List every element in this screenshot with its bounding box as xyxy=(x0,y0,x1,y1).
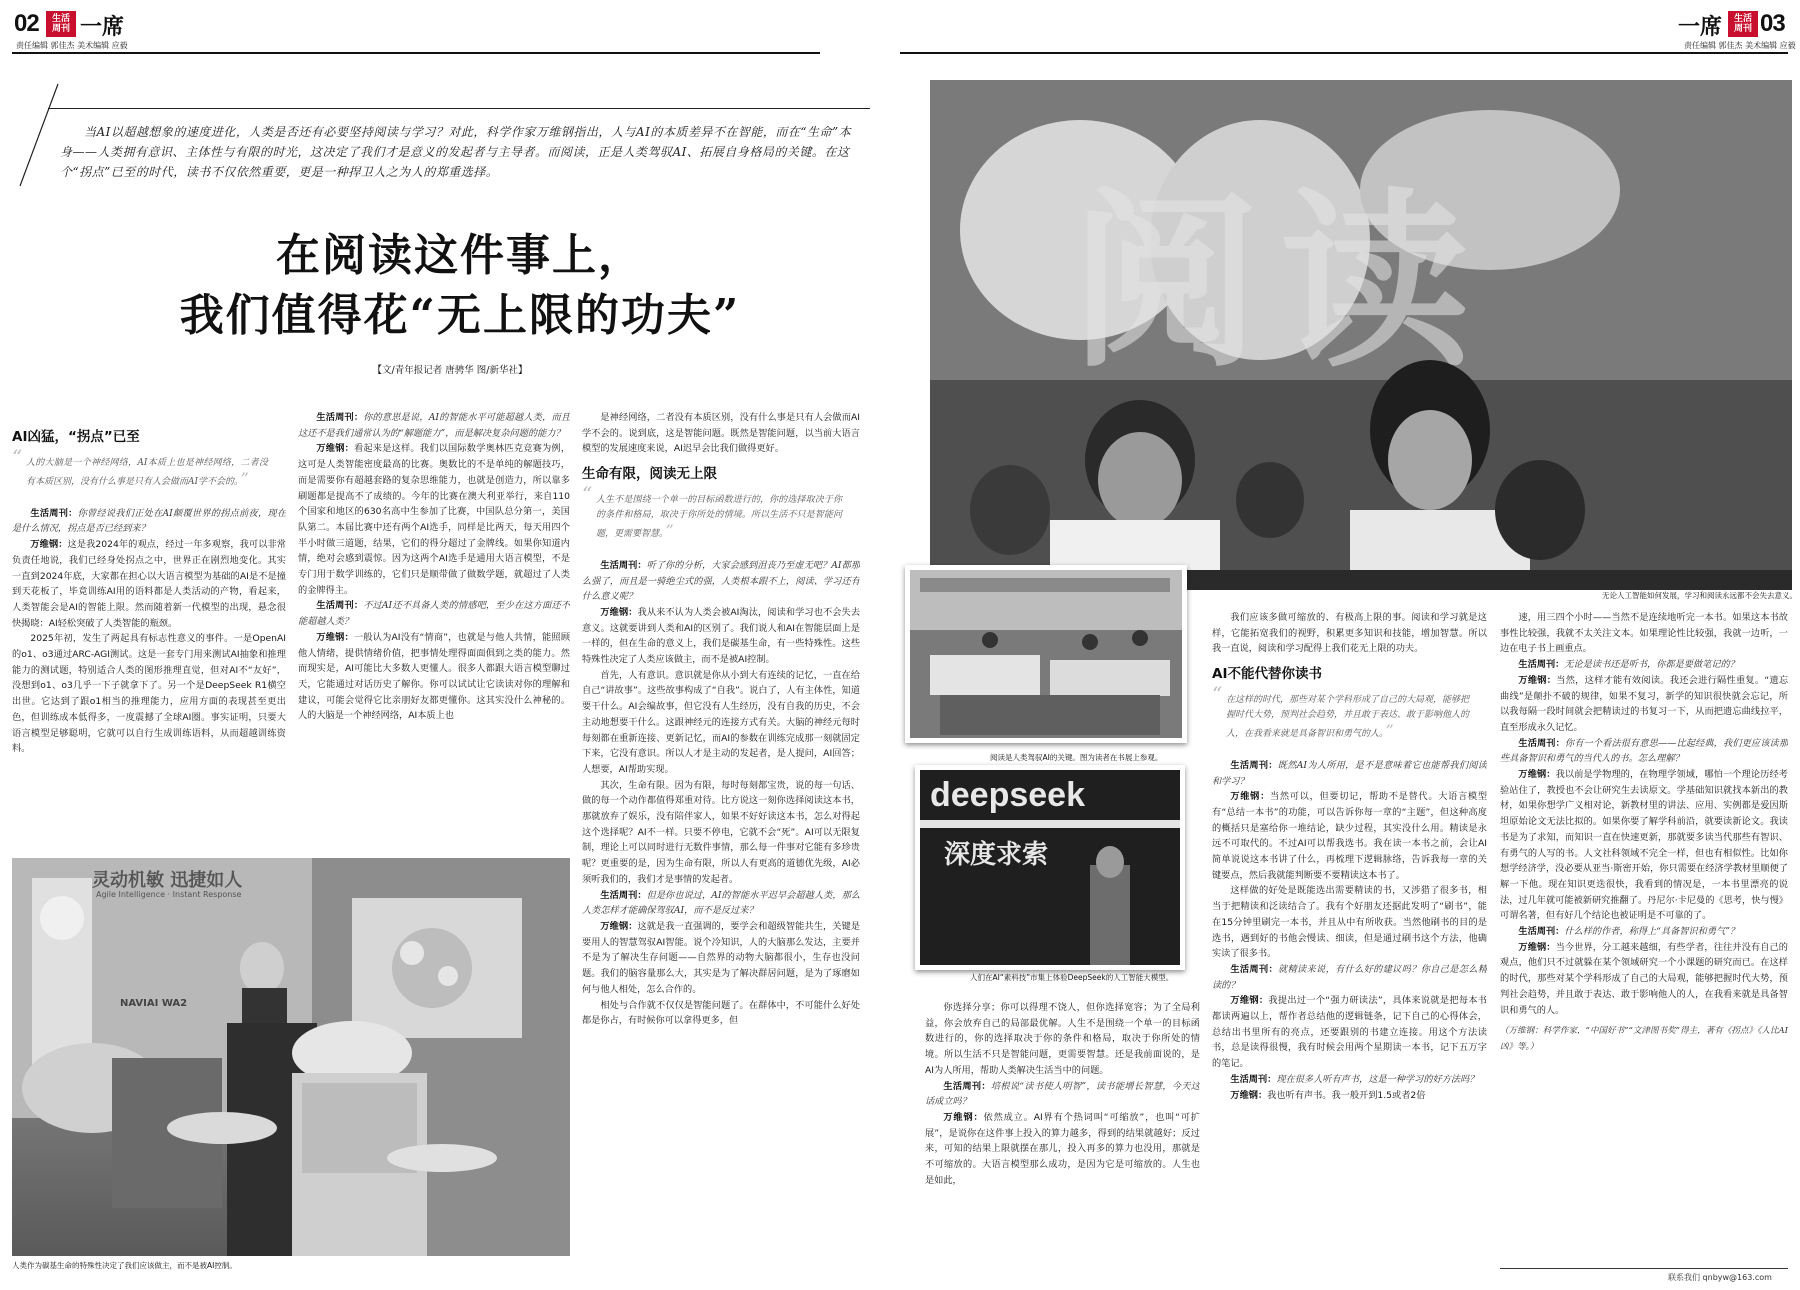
speaker-label: 生活周刊： xyxy=(600,559,647,571)
question xyxy=(298,598,570,629)
speaker-label: 生活周刊： xyxy=(943,1080,991,1092)
question xyxy=(12,506,286,537)
robot-photo-caption: 人类作为碳基生命的特殊性决定了我们应该做主，而不是被AI控制。 xyxy=(12,1261,237,1270)
speech-text: 当今世界，分工越来越细，有些学者，往往并没有自己的观点，他们只不过就躲在某个领域研究一个小课题的研究而已。在这样的时代，那些对某个学科形成了自己的大局观，能够把握时代大势，预判社会趋势，并且敢于表达、敢于影响他人的人，在我看来就是具备智识和勇气的人。 xyxy=(1500,941,1788,1016)
subheading-ai-cannot-replace: AI不能代替你读书 xyxy=(1212,666,1322,683)
speaker-label: 万维钢： xyxy=(1518,941,1556,953)
bookstore-photo xyxy=(905,565,1187,743)
masthead-logo-left: 生活周刊 xyxy=(46,11,76,37)
speech-text: 现在很多人听有声书，这是一种学习的好方法吗？ xyxy=(1276,1073,1479,1085)
speech-text: 当然可以，但要切记，帮助不是替代。大语言模型有“总结一本书”的功能，可以告诉你每一章的“主题”，但这种高度的概括只是塞给你一堆结论，缺少过程，其实没什么用。精读是永远不可取代的。不过AI可以帮我选书。我在读一本书之前，会让AI简单说说这本书讲了什么，再梳理下逻辑脉络，告诉我每一章的关键要点，然后我就能判断要不要精读这本书了。 xyxy=(1212,791,1487,881)
deepseek-photo xyxy=(915,765,1185,970)
speech-text: 无论是读书还是听书，你都是要做笔记的？ xyxy=(1564,659,1739,671)
speech-text: 我以前是学物理的，在物理学领域，哪怕一个理论历经考验站住了，教授也不会让研究生去读原文。学基础知识就找本新出的教材，如果你想学广义相对论，新教材里的讲法、应用、实例都是爱因斯坦原始论文无法比拟的。如果你要了解学科前沿，就要读新论文。我读书是为了求知，而知识一直在快速更新，那就要多读当代那些有智识、有勇气的人写的书。人文社科领域不完全一样，但也有相似性。比如你想学经济学，没必要从亚当·斯密开始，你只需要在经济学教材里顺便了解一下他。现在知识更迭很快，我看到的情况是，一本书里漂亮的说法，过几年就可能被新研究推翻了。丹尼尔·卡尼曼的《思考，快与慢》可谓名著，但有好几个结论也被证明是不可靠的了。 xyxy=(1500,769,1788,922)
question xyxy=(1500,924,1788,940)
question xyxy=(298,410,570,441)
paragraph: 这样做的好处是既能选出需要精读的书，又涉猎了很多书，相当于把精读和泛读结合了。我有个好朋友还据此发明了“刷书”，能在15分钟里刷完一本书，并且从中有所收获。当然他刷书的目的是选书，遇到好的书他会慢读、细读，但是通过刷书这个方法，他确实读了很多书。 xyxy=(1212,885,1487,960)
page-number-left: 02 xyxy=(14,10,39,37)
footer-rule xyxy=(1500,1268,1788,1269)
header-rule-left xyxy=(12,52,820,54)
answer xyxy=(1500,767,1788,924)
question xyxy=(1500,657,1788,673)
page-number-right: 03 xyxy=(1760,10,1785,37)
speech-text: 我也听有声书。我一般开到1.5或者2倍 xyxy=(1267,1089,1426,1101)
speech-text: 不过AI还不具备人类的情感吧，至少在这方面还不能超越人类？ xyxy=(298,600,570,628)
speaker-label: 万维钢： xyxy=(1518,769,1556,781)
question xyxy=(1212,758,1487,789)
robot-banner-subtext: Agile Intelligence · Instant Response xyxy=(96,890,242,899)
paragraph: 相处与合作就不仅仅是智能问题了。在群体中，不可能什么好处都是你占，有时候你可以拿得更多，但 xyxy=(582,999,860,1027)
speech-text: 这就是我一直强调的，要学会和超级智能共生，关键是要用人的智慧驾驭AI智能。说个冷知识，人的大脑那么发达，主要并不是为了解决生存问题——自然界的动物大脑都很小，生存也没问题。我们的脑容量那么大，其实是为了解决群居问题，是为了琢磨如何与他人相处，怎么合作的。 xyxy=(582,920,860,995)
speaker-label: 生活周刊： xyxy=(1230,963,1278,975)
answer xyxy=(582,605,860,668)
speech-text: 既然AI为人所用，是不是意味着它也能帮我们阅读和学习？ xyxy=(1212,759,1487,787)
bookstore-photo-caption: 阅读是人类驾驭AI的关键。图为读者在书展上参观。 xyxy=(990,753,1163,762)
answer xyxy=(298,441,570,598)
contact-footer: 联系我们 qnbyw@163.com xyxy=(1668,1273,1772,1282)
speech-text: 就精读来说，有什么好的建议吗？你自己是怎么精读的？ xyxy=(1212,963,1487,991)
answer xyxy=(1500,940,1788,1019)
question xyxy=(582,558,860,605)
answer xyxy=(1500,673,1788,736)
speaker-label: 生活周刊： xyxy=(1518,737,1565,749)
editor-credits-left: 责任编辑 郭佳杰 美术编辑 应毅 xyxy=(16,41,128,50)
article-lead: 当AI以超越想象的速度进化，人类是否还有必要坚持阅读与学习？对此，科学作家万维钢指出，人与AI的本质差异不在智能，而在“生命”本身——人类拥有意识、主体性与有限的时光，这决定了我们才是意义的发起者与主导者。而阅读，正是人类驾驭AI、拓展自身格局的关键。在这个“拐点”已至的时代，读书不仅依然重要，更是一种捍卫人之为人的郑重选择。 xyxy=(60,125,852,179)
headline-line-1: 在阅读这件事上， xyxy=(276,230,644,281)
speaker-label: 生活周刊： xyxy=(30,507,78,519)
main-photo-caption: 无论人工智能如何发展，学习和阅读永远都不会失去意义。 xyxy=(1602,591,1797,600)
speech-text: 依然成立。AI界有个热词叫“可缩放”，也叫“可扩展”，是说你在这件事上投入的算力越多，得到的结果就越好；反过来，可知的结果上限就摆在那儿，投入再多的算力也没用，那就是不可缩放的。大语言模型那么成功，是因为它是可缩放的。人生也是如此， xyxy=(925,1111,1200,1186)
question xyxy=(1212,1072,1487,1088)
speaker-label: 生活周刊： xyxy=(316,600,364,612)
paragraph: 我们应该多做可缩放的、有极高上限的事。阅读和学习就是这样，它能拓宽我们的视野，积累更多知识和技能，增加智慧。所以我一直说，阅读和学习配得上我们花无上限的功夫。 xyxy=(1212,612,1487,655)
speaker-label: 万维钢： xyxy=(30,539,68,551)
speaker-label: 万维钢： xyxy=(316,443,354,455)
column-6 xyxy=(1500,610,1788,1260)
subheading-ai-turning-point: AI凶猛，“拐点”已至 xyxy=(12,429,140,445)
editor-credits-right: 责任编辑 郭佳杰 美术编辑 应毅 xyxy=(1684,41,1796,50)
headline-line-2: 我们值得花“无上限的功夫” xyxy=(179,290,741,341)
column-3 xyxy=(582,410,860,1272)
speech-text: 我提出过一个“强力研读法”，具体来说就是把每本书都读两遍以上，帮作者总结他的逻辑链条，记下自己的心得体会，总结出书里所有的亮点，还要跟别的书建立连接。用这个方法读书，总是读得很慢，我有时候会用两个星期读一本书，记下五万字的笔记。 xyxy=(1212,995,1487,1070)
answer xyxy=(298,630,570,724)
section-title-right: 一席 xyxy=(1678,15,1723,40)
speaker-label: 万维钢： xyxy=(943,1111,984,1123)
speech-text: 我从来不认为人类会被AI淘汰，阅读和学习也不会失去意义。这就要讲到人类和AI的区别了。我们说人和AI在智能层面上是一样的，但在生命的意义上，我们是碳基生命，有一些特殊性。这些特殊性决定了人类应该做主，而不是被AI控制。 xyxy=(582,606,860,666)
masthead-logo-right: 生活周刊 xyxy=(1728,11,1758,37)
pull-quote-3: “ 在这样的时代，那些对某个学科形成了自己的大局观，能够把握时代大势，预判社会趋势，并且敢于表达、敢于影响他人的人，在我看来就是具备智识和勇气的人。 ” xyxy=(1212,691,1487,748)
column-5 xyxy=(1212,610,1487,1272)
column-1 xyxy=(12,420,286,845)
paragraph: 是神经网络，二者没有本质区别，没有什么事是只有人会做而AI学不会的。说到底，这是智能问题。既然是智能问题，以当前大语言模型的发展速度来说，AI迟早会比我们做得更好。 xyxy=(582,412,860,455)
paragraph: 首先，人有意识。意识就是你从小到大有连续的记忆，一直在给自己“讲故事”。这些故事构成了“自我”。说白了，人有主体性，知道要干什么。AI会编故事，但它没有人生经历，没有自我的历史，不会主动地想要干什么。这跟神经元的连接方式有关。大脑的神经元每时每刻都在重新连接、更新记忆，而AI的参数在训练完成那一刻就固定下来，它没有意识。所以人才是主动的发起者，是人提问，AI回答；人想要，AI帮助实现。 xyxy=(582,669,860,775)
header-rule-right xyxy=(900,52,1788,54)
column-2 xyxy=(298,410,570,845)
answer xyxy=(582,919,860,998)
section-title-left: 一席 xyxy=(80,15,125,40)
answer xyxy=(925,1110,1200,1189)
robot-banner-text: 灵动机敏 迅捷如人 xyxy=(92,870,243,891)
paragraph: 你选择分享；你可以得理不饶人，但你选择宽容；为了全局利益，你会放弃自己的局部最优解。人生不是围绕一个单一的目标函数进行的，你的选择取决于你的条件和格局，取决于你所处的情境。所以生活不只是智能问题，更需要智慧。还是我前面说的，是AI为人所用，帮助人类解决生活当中的问题。 xyxy=(925,1002,1200,1076)
headline xyxy=(60,226,860,346)
speech-text: 但是你也说过，AI的智能水平迟早会超越人类，那么人类怎样才能确保驾驭AI，而不是反过来？ xyxy=(582,889,860,917)
children-reading-photo xyxy=(930,80,1792,590)
pull-quote-1: “ 人的大脑是一个神经网络，AI本质上也是神经网络，二者没有本质区别，没有什么事是只有人会做而AI学不会的。 ” xyxy=(12,454,286,496)
speaker-label: 生活周刊： xyxy=(1230,1073,1277,1085)
answer xyxy=(1212,1088,1487,1104)
robot-model-label: NAVIAI WA2 xyxy=(120,998,188,1009)
speech-text: 这是我2024年的观点，经过一年多观察，我可以非常负责任地说，我们已经身处拐点之中，世界正在剧烈地变化。其实一直到2024年底，大家都在担心以大语言模型为基础的AI是不是撞到天花板了，毕竟训练AI用的语料都是人类活动的产物，看起来，人类智能会是AI的智能上限。然而随着新一代模型的出现，悬念很快揭晓：AI轻松突破了人类智能的瓶颈。 xyxy=(12,539,286,629)
speech-text: 你的意思是说，AI的智能水平可能超越人类，而且这还不是我们通常认为的“解题能力”，而是解决复杂问题的能力？ xyxy=(298,412,570,439)
speaker-label: 生活周刊： xyxy=(1518,659,1565,671)
byline: 【文/青年报记者 唐骋华 图/新华社】 xyxy=(372,365,528,376)
speech-text: 你曾经说我们正处在AI颠覆世界的拐点前夜，现在是什么情况，拐点是否已经到来？ xyxy=(12,507,286,535)
speaker-label: 生活周刊： xyxy=(316,412,364,423)
speech-text: 一般认为AI没有“情商”，也就是与他人共情，能照顾他人情绪，提供情绪价值，把事情处理得面面俱到之类的能力。然而现实是，AI可能比大多数人更懂人。很多人都跟大语言模型聊过天，它能通过对话历史了解你。你可以试试让它读读对你的理解和建议，可能会觉得它比亲朋好友都更懂你。这其实没什么神秘的。人的大脑是一个神经网络，AI本质上也 xyxy=(298,631,570,722)
speech-text: 听了你的分析，大家会感到沮丧乃至虚无吧？AI都那么强了，而且是一骑绝尘式的强，人类根本跟不上，阅读、学习还有什么意义呢？ xyxy=(582,559,860,603)
speaker-label: 万维钢： xyxy=(1230,791,1270,803)
speech-text: 你有一个看法很有意思——比起经典，我们更应该读那些具备智识和勇气的当代人的书。怎么理解？ xyxy=(1500,737,1788,765)
speaker-label: 万维钢： xyxy=(1230,1089,1268,1101)
column-4 xyxy=(925,1000,1200,1272)
deepseek-photo-caption: 人们在AI“素科技”市集上体验DeepSeek的人工智能大模型。 xyxy=(970,973,1174,982)
author-bio: （万维钢：科学作家，“中国好书”“文津图书奖”得主，著有《拐点》《人比AI凶》等。） xyxy=(1500,1026,1788,1052)
speech-text: 当然，这样才能有效阅读。我还会进行隔性重复。“遗忘曲线”是颠扑不破的规律，如果不复习，新学的知识很快就会忘记，所以我每隔一段时间就会把精读过的书复习一下，从而把遗忘曲线拉平，直至形成永久记忆。 xyxy=(1500,674,1788,733)
speaker-label: 万维钢： xyxy=(316,631,354,643)
robot-scene xyxy=(12,858,570,1256)
deepseek-sign-text: deepseek xyxy=(930,776,1085,814)
speaker-label: 生活周刊： xyxy=(1230,759,1278,771)
lead-rule xyxy=(48,108,870,109)
answer xyxy=(12,537,286,631)
speaker-label: 万维钢： xyxy=(600,606,638,618)
speaker-label: 万维钢： xyxy=(1518,674,1557,686)
subheading-life-finite: 生命有限，阅读无上限 xyxy=(582,466,717,483)
answer xyxy=(1212,789,1487,883)
speech-text: 看起来是这样。我们以国际数学奥林匹克竞赛为例，这可是人类智能密度最高的比赛。奥数比的不是单纯的解题技巧，而是需要你有超越套路的复杂思维能力，也就是创造力，所以靠多刷题都是提高不了成绩的。今年的比赛在澳大利亚举行，来自110个国家和地区的630名高中生参加了比赛，中国队总分第一，美国队第二。本届比赛中还有两个AI选手，同样是比两天，每天用四个半小时做三道题，结果，它们的得分超过了金牌线。如果你知道内情，绝对会感到震惊。因为这两个AI选手是通用大语言模型，不是专门用于数学训练的，它们只是顺带做了做数学题，就超过了人类的金牌得主。 xyxy=(298,443,570,596)
speech-text: 培根说“读书使人明智”，读书能增长智慧，今天这话成立吗？ xyxy=(925,1080,1200,1108)
question xyxy=(1212,962,1487,993)
answer xyxy=(1212,993,1487,1072)
robot-expo-photo xyxy=(12,858,570,1256)
paragraph: 2025年初，发生了两起具有标志性意义的事件。一是OpenAI的o1、o3通过ARC-AGI测试。这是一套专门用来测试AI抽象和推理能力的测试题，特别适合人类的图形推理直觉，但对AI不“友好”，没想到o1、o3几乎一下子就拿下了。另一个是DeepSeek R1横空出世。它达到了跟o1相当的推理能力，应用方面的表现甚至更出色，但训练成本低得多，一度震撼了全球AI圈。事实证明，只要大语言模型足够聪明，它就可以自行生成训练语料，从而超越训练资料。 xyxy=(12,633,286,755)
speaker-label: 万维钢： xyxy=(600,920,638,932)
question xyxy=(1500,736,1788,767)
paragraph: 其次，生命有限。因为有限，每时每刻都宝贵，说的每一句话、做的每一个动作都值得郑重对待。比方说这一刻你选择阅读这本书，那就放弃了娱乐，没有陪伴家人，如果不好好读这本书，怎么对得起这个选择呢？AI不一样。只要不停电，它就不会“死”。AI可以无限复制，理论上可以同时进行无数件事情，那么每一件事对它能有多珍贵呢？更重要的是，因为生命有限，所以人有更高的道德优先级，AI必须听我们的，我们才是事情的发起者。 xyxy=(582,779,860,885)
speaker-label: 万维钢： xyxy=(1230,995,1269,1007)
speech-text: 什么样的作者，称得上“具备智识和勇气”？ xyxy=(1564,926,1740,938)
question xyxy=(582,888,860,919)
speaker-label: 生活周刊： xyxy=(600,889,647,901)
speaker-label: 生活周刊： xyxy=(1518,926,1565,938)
pull-quote-2: “ 人生不是围绕一个单一的目标函数进行的，你的选择取决于你的条件和格局，取决于你所处的情境。所以生活不只是智能问题，更需要智慧。 ” xyxy=(582,491,860,548)
bookstore-scene xyxy=(910,570,1182,738)
paragraph: 速，用三四个小时——当然不是连续地听完一本书。如果这本书故事性比较强，我就不太关注文本。如果理论性比较强，我就一边听，一边在电子书上画重点。 xyxy=(1500,612,1788,655)
reading-sign-text: 阅读 xyxy=(1070,172,1491,393)
question xyxy=(925,1079,1200,1110)
deepseek-sign-subtext: 深度求索 xyxy=(944,840,1049,870)
